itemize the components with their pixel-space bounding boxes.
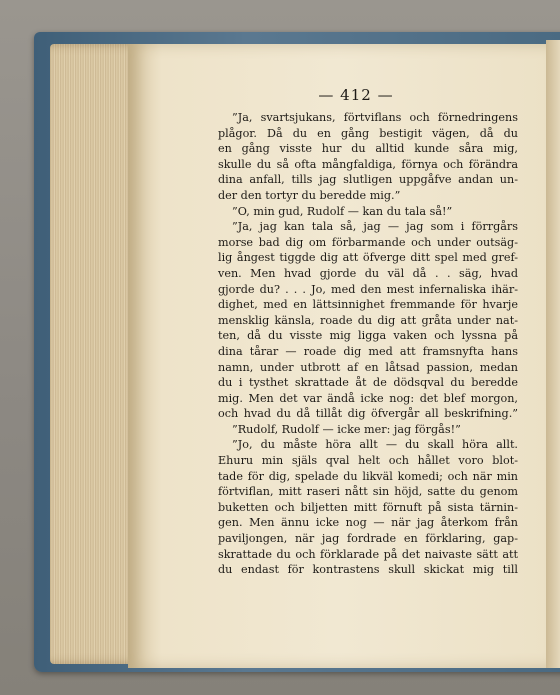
text-line: buketten och biljetten mitt förnuft på sista tärnin-: [218, 500, 518, 514]
facing-page-edge: [546, 40, 560, 668]
text-line: ten, då du visste mig ligga vaken och lyssna på: [218, 329, 518, 343]
text-line: ”Ja, svartsjukans, förtviflans och förnedringens: [232, 111, 518, 124]
text-line: tade för dig, spelade du likväl komedi; och när min: [218, 469, 518, 483]
text-line: der den tortyr du beredde mig.”: [218, 188, 401, 202]
text-line: lig ångest tiggde dig att öfverge ditt spel med gref-: [218, 251, 518, 265]
text-line: skulle du så ofta mångfaldiga, förnya och förändra: [218, 157, 518, 171]
text-line: förtviflan, mitt raseri nått sin höjd, satte du genom: [218, 485, 518, 499]
text-line: du i tysthet skrattade åt de dödsqval du beredde: [218, 376, 518, 390]
text-line: mensklig känsla, roade du dig att gråta under nat-: [218, 313, 518, 327]
text-line: ”O, min gud, Rudolf — kan du tala så!”: [232, 204, 453, 218]
text-line: du endast för kontrastens skull skickat mig till: [218, 563, 518, 577]
text-line: ”Jo, du måste höra allt — du skall höra allt.: [232, 438, 518, 452]
text-line: en gång visste hur du alltid kunde såra mig,: [218, 142, 518, 156]
page-number: — 412 —: [318, 86, 394, 104]
body-text: [218, 110, 518, 578]
text-line: skrattade du och förklarade på det naivaste sätt att: [218, 547, 518, 561]
text-line: Ehuru min själs qval helt och hållet voro blot-: [218, 454, 518, 468]
text-line: dina anfall, tills jag slutligen uppgåfve andan un-: [218, 173, 518, 187]
text-line: och hvad du då tillåt dig öfvergår all beskrifning.”: [218, 407, 518, 421]
text-line: ”Rudolf, Rudolf — icke mer: jag förgås!”: [232, 422, 461, 436]
text-line: dina tårar — roade dig med att framsnyfta hans: [218, 344, 518, 358]
text-line: ”Ja, jag kan tala så, jag — jag som i förrgårs: [232, 220, 518, 234]
text-line: morse bad dig om förbarmande och under outsäg-: [218, 235, 518, 249]
text-line: plågor. Då du en gång bestigit vägen, då du: [218, 126, 518, 140]
text-line: ven. Men hvad gjorde du väl då . . säg, hvad: [218, 266, 518, 280]
text-line: dighet, med en lättsinnighet fremmande för hvarje: [218, 298, 518, 312]
text-line: gen. Men ännu icke nog — när jag återkom från: [218, 516, 518, 530]
text-line: mig. Men det var ändå icke nog: det blef morgon,: [218, 391, 518, 405]
text-line: paviljongen, när jag fordrade en förklaring, gap-: [218, 532, 518, 546]
text-line: gjorde du? . . . Jo, med den mest infernaliska ihär-: [218, 282, 518, 296]
text-line: namn, under utbrott af en låtsad passion, medan: [218, 360, 518, 374]
